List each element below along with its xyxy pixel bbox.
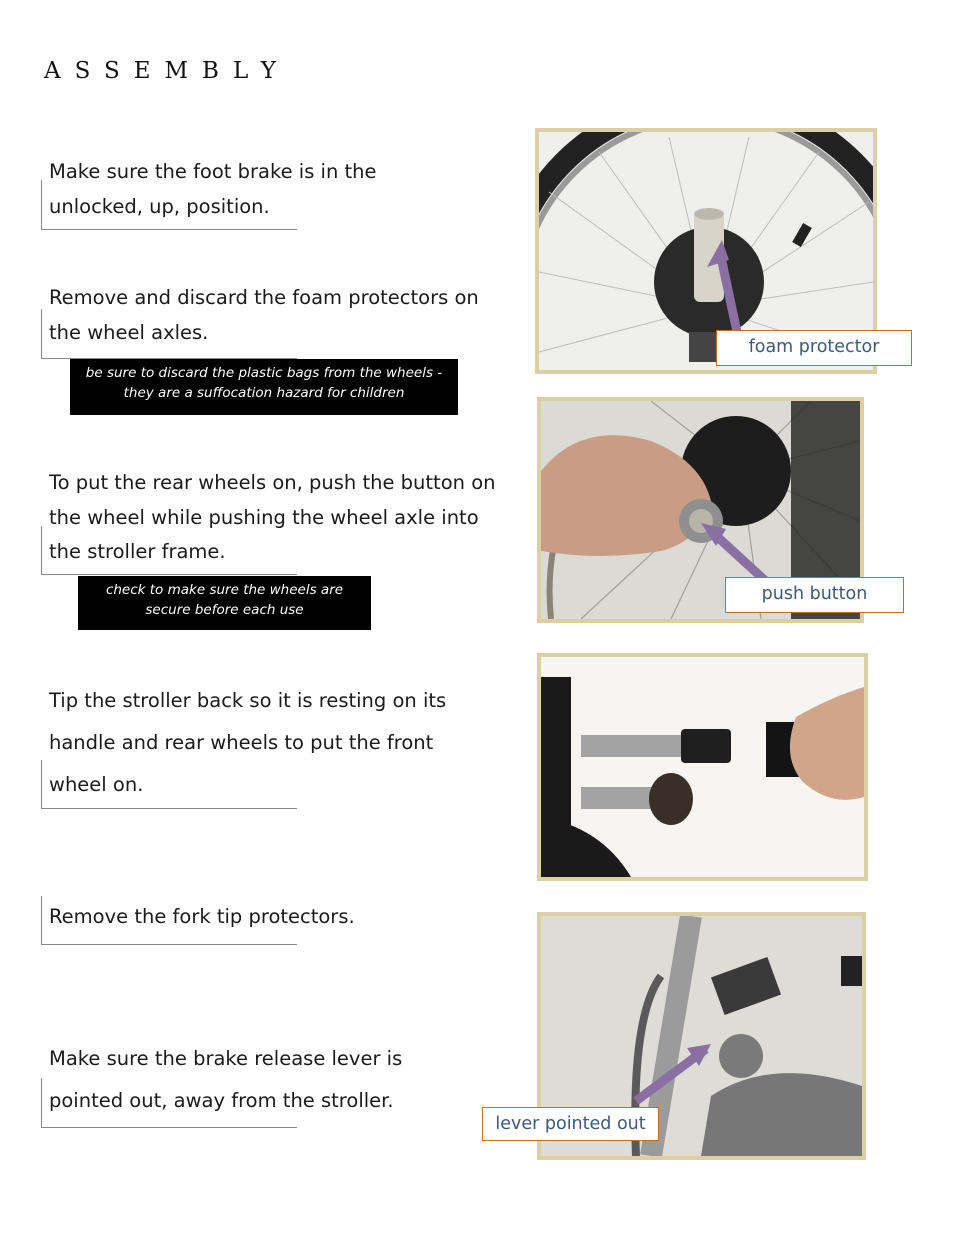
foam-protector-callout: foam protector [716, 330, 912, 366]
step-5 [42, 898, 355, 936]
push-button-callout: push button [725, 577, 904, 613]
safety-note-line-2: secure before each use [145, 602, 304, 618]
step-3-line-3: the stroller frame. [49, 540, 226, 563]
step-2-line-2: the wheel axles. [49, 321, 209, 344]
front-fork-photo [537, 653, 868, 881]
step-3-line-2: the wheel while pushing the wheel axle into [49, 505, 479, 529]
step-1-line-2: unlocked, up, position. [49, 195, 270, 218]
step-6-line-2: pointed out, away from the stroller. [49, 1089, 394, 1112]
step-3-line-1: To put the rear wheels on, push the button on [49, 471, 496, 494]
lever-pointed-out-callout: lever pointed out [482, 1107, 659, 1141]
step-1-line-1: Make sure the foot brake is in the [49, 160, 377, 183]
warning-note-line-1: be sure to discard the plastic bags from the wheels - [85, 365, 443, 381]
step-3 [42, 466, 495, 570]
step-2-line-1: Remove and discard the foam protectors on [49, 286, 479, 309]
warning-note [70, 359, 458, 415]
step-4-line-3: wheel on. [49, 773, 144, 796]
step-5-line-1: Remove the fork tip protectors. [49, 905, 355, 928]
safety-note-line-1: check to make sure the wheels are [105, 582, 344, 598]
warning-note-line-2: they are a suffocation hazard for children [123, 385, 405, 401]
step-4-line-1: Tip the stroller back so it is resting on its [49, 689, 447, 712]
safety-note [78, 576, 371, 630]
step-6-line-1: Make sure the brake release lever is [49, 1047, 403, 1070]
step-4 [42, 680, 446, 806]
step-2 [42, 280, 479, 350]
step-4-line-2: handle and rear wheels to put the front [49, 731, 434, 754]
step-1 [42, 154, 377, 224]
page-title: ASSEMBLY [44, 58, 290, 84]
step-6 [42, 1038, 402, 1122]
